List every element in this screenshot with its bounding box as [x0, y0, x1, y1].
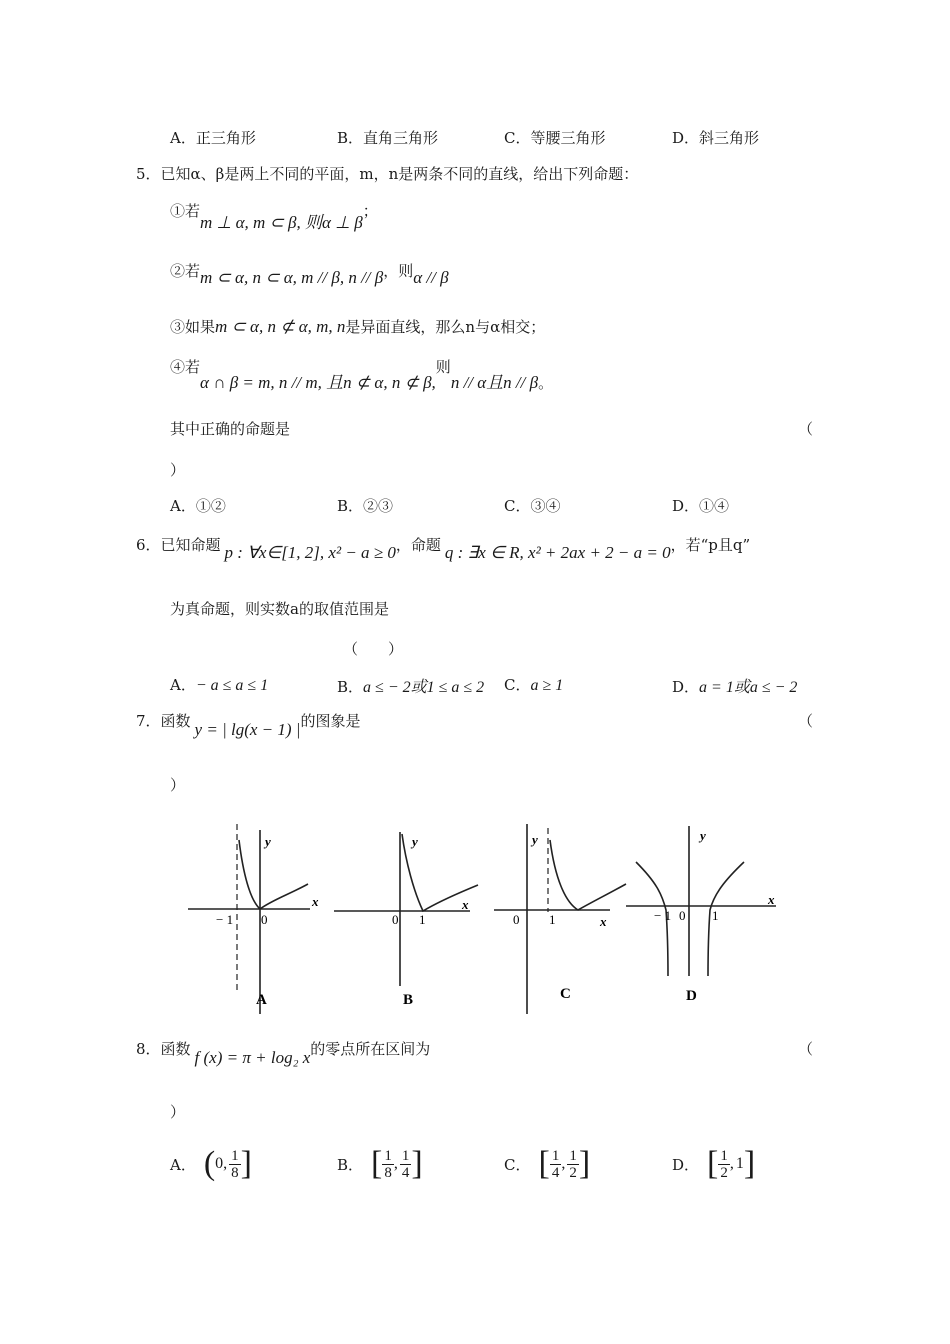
graph-a-x-label: x — [312, 894, 319, 909]
graph-c-label: C — [560, 986, 571, 1002]
q6-choice-a — [170, 674, 268, 695]
q6-choice-b — [337, 674, 484, 697]
q6-choice-c-label: C． — [504, 676, 531, 694]
graph-b-tick-0: 0 — [392, 912, 399, 927]
q8-choice-b-label: B． — [337, 1155, 364, 1174]
q8-math: f (x) = π + log₂ x — [194, 1048, 311, 1067]
q5-p2-math: m ⊂ α, n ⊂ α, m // β, n // β — [200, 268, 384, 287]
q8-choice-d — [672, 1147, 755, 1181]
q5-proposition-2 — [170, 260, 449, 287]
q6-p-math: p : ∀x∈[1, 2], x² − a ≥ 0 — [224, 543, 396, 562]
q6-line2: 为真命题，则实数a的取值范围是 — [170, 600, 389, 618]
q6-mid: ，命题 — [395, 536, 441, 554]
graph-b — [334, 832, 478, 1008]
graph-d — [626, 826, 776, 1004]
q8-suffix: 的零点所在区间为 — [310, 1040, 431, 1058]
graph-a-tick-0: 0 — [261, 912, 268, 927]
q8-choice-c-rnum: 1 — [569, 1147, 577, 1164]
graph-a-y-label: y — [265, 834, 271, 849]
q8-choice-c-num: 1 — [551, 1147, 560, 1164]
q6-choice-a-label: A． — [170, 676, 196, 694]
q5-choice-a: A．①② — [170, 497, 226, 515]
q5-choice-c: C．③④ — [504, 497, 561, 515]
graph-b-x-label: x — [462, 897, 469, 912]
q5-p1-prefix: ①若 — [170, 202, 201, 220]
graph-c-tick-1: 1 — [549, 912, 556, 927]
graph-c-curve — [550, 840, 626, 910]
graph-d-tick-minus1: − 1 — [654, 908, 672, 923]
q6-choice-c — [504, 674, 563, 695]
q8-choice-b — [337, 1147, 423, 1181]
q5-p4-prefix: ④若 — [170, 358, 201, 376]
graph-c-x-label: x — [600, 914, 607, 929]
graph-a-curve — [239, 840, 308, 909]
q8-paren-close: ） — [170, 1103, 186, 1121]
q8-choice-b-den: 8 — [384, 1164, 392, 1181]
q8-paren-open: （ — [798, 1040, 814, 1058]
graph-d-y-label: y — [700, 828, 706, 843]
q5-proposition-3 — [170, 316, 545, 337]
q6-choice-d-math: a = 1或a ≤ − 2 — [699, 679, 798, 696]
q5-proposition-1 — [170, 200, 378, 232]
q5-p3-math: m ⊂ α, n ⊄ α, m, n — [215, 317, 346, 336]
q5-p4-mid: 则 — [435, 358, 451, 376]
graph-c-y-label: y — [532, 832, 538, 847]
q8-choice-a — [170, 1147, 252, 1181]
q6-choice-c-math: a ≥ 1 — [530, 677, 564, 694]
q5-p3-prefix: ③如果 — [170, 318, 216, 336]
q6-suffix: ，若“p且q” — [670, 536, 751, 554]
q6-choice-a-math: − a ≤ a ≤ 1 — [195, 677, 269, 694]
q4-choice-d: D．斜三角形 — [672, 129, 760, 147]
q5-p4-math2: n // α且n // β — [450, 373, 539, 392]
q8-choice-d-right: 1 — [735, 1155, 744, 1172]
q6-prefix: 6．已知命题 — [136, 536, 221, 554]
graph-c — [494, 824, 626, 1014]
q5-p2-prefix: ②若 — [170, 262, 201, 280]
q5-p4-suffix: 。 — [538, 374, 554, 392]
q8-choice-b-interval: [ $\frac{1}{8}$ , $\frac{1}{4}$ ] — [371, 1145, 423, 1182]
q5-paren-close: ） — [170, 461, 186, 479]
q6-choice-d — [672, 674, 797, 697]
q5-p4-math: α ∩ β = m, n // m, 且n ⊄ α, n ⊄ β, — [200, 373, 436, 392]
q8-choice-c-interval: [ $\frac{1}{4}$ , $\frac{1}{2}$ ] — [538, 1145, 591, 1182]
q8-choice-a-num: 1 — [231, 1147, 239, 1164]
q8-choice-d-interval: [ $\frac{1}{2}$ , 1 ] — [707, 1145, 756, 1182]
q5-choice-b: B．②③ — [337, 497, 394, 515]
q8-prefix: 8．函数 — [136, 1040, 191, 1058]
q5-proposition-4 — [170, 356, 554, 392]
q8-choice-a-label: A． — [170, 1155, 196, 1174]
q8-choice-a-den: 8 — [231, 1164, 239, 1181]
q7-math: y = | lg(x − 1) | — [194, 720, 301, 739]
graph-d-label: D — [686, 988, 697, 1004]
q5-stem: 5．已知α、β是两上不同的平面，m，n是两条不同的直线，给出下列命题： — [136, 165, 639, 183]
q8-choice-b-rnum: 1 — [401, 1147, 410, 1164]
q8-choice-d-label: D． — [672, 1155, 700, 1174]
q4-choice-c: C．等腰三角形 — [504, 129, 606, 147]
graph-b-y-label: y — [412, 834, 418, 849]
graph-d-tick-0: 0 — [679, 908, 686, 923]
q5-p2-mid: ，则 — [383, 262, 414, 280]
q7-paren-close: ） — [170, 776, 186, 794]
q5-ask: 其中正确的命题是 — [170, 420, 291, 438]
q8-choice-c-label: C． — [504, 1155, 531, 1174]
q5-choice-d: D．①④ — [672, 497, 730, 515]
q5-p2-math2: α // β — [413, 268, 449, 287]
q8-choice-c — [504, 1147, 590, 1181]
graph-d-tick-1: 1 — [712, 908, 719, 923]
graph-a — [188, 824, 319, 1014]
graph-c-tick-0: 0 — [513, 912, 520, 927]
q6-q-math: q : ∃x ∈ R, x² + 2ax + 2 − a = 0 — [444, 543, 671, 562]
graph-d-x-label: x — [768, 892, 775, 907]
q7-stem — [136, 710, 361, 739]
graph-a-label: A — [256, 992, 267, 1008]
q7-graphs — [180, 818, 800, 1018]
graph-b-tick-1: 1 — [419, 912, 426, 927]
q7-prefix: 7．函数 — [136, 712, 191, 730]
q6-line1 — [136, 534, 751, 562]
q4-choice-a: A．正三角形 — [170, 129, 256, 147]
q7-paren-open: （ — [798, 712, 814, 730]
q5-p1-math: m ⊥ α, m ⊂ β, 则α ⊥ β — [200, 213, 363, 232]
q6-choice-d-label: D． — [672, 678, 700, 696]
q8-choice-c-den: 4 — [551, 1164, 560, 1181]
q8-choice-b-rden: 4 — [401, 1164, 410, 1181]
q4-choice-b: B．直角三角形 — [337, 129, 439, 147]
q8-choice-d-den: 2 — [720, 1164, 728, 1181]
q5-paren-open: （ — [798, 420, 814, 438]
q8-stem — [136, 1038, 431, 1067]
q6-paren: （ ） — [343, 640, 404, 658]
q8-choice-a-left: 0 — [215, 1155, 224, 1172]
q5-p3-suffix: 是异面直线，那么n与α相交； — [345, 318, 546, 336]
q7-suffix: 的图象是 — [300, 712, 361, 730]
q8-choice-d-num: 1 — [720, 1147, 728, 1164]
q5-p1-suffix: ； — [362, 202, 378, 220]
graph-b-label: B — [403, 992, 414, 1008]
graph-a-tick-minus1: − 1 — [216, 912, 234, 927]
q8-choice-a-interval: ( 0 , $\frac{1}{8}$ ] — [203, 1145, 252, 1182]
q8-choice-b-num: 1 — [384, 1147, 392, 1164]
q6-choice-b-label: B． — [337, 678, 364, 696]
q8-choice-c-rden: 2 — [569, 1164, 577, 1181]
q6-choice-b-math: a ≤ − 2或1 ≤ a ≤ 2 — [363, 679, 485, 696]
